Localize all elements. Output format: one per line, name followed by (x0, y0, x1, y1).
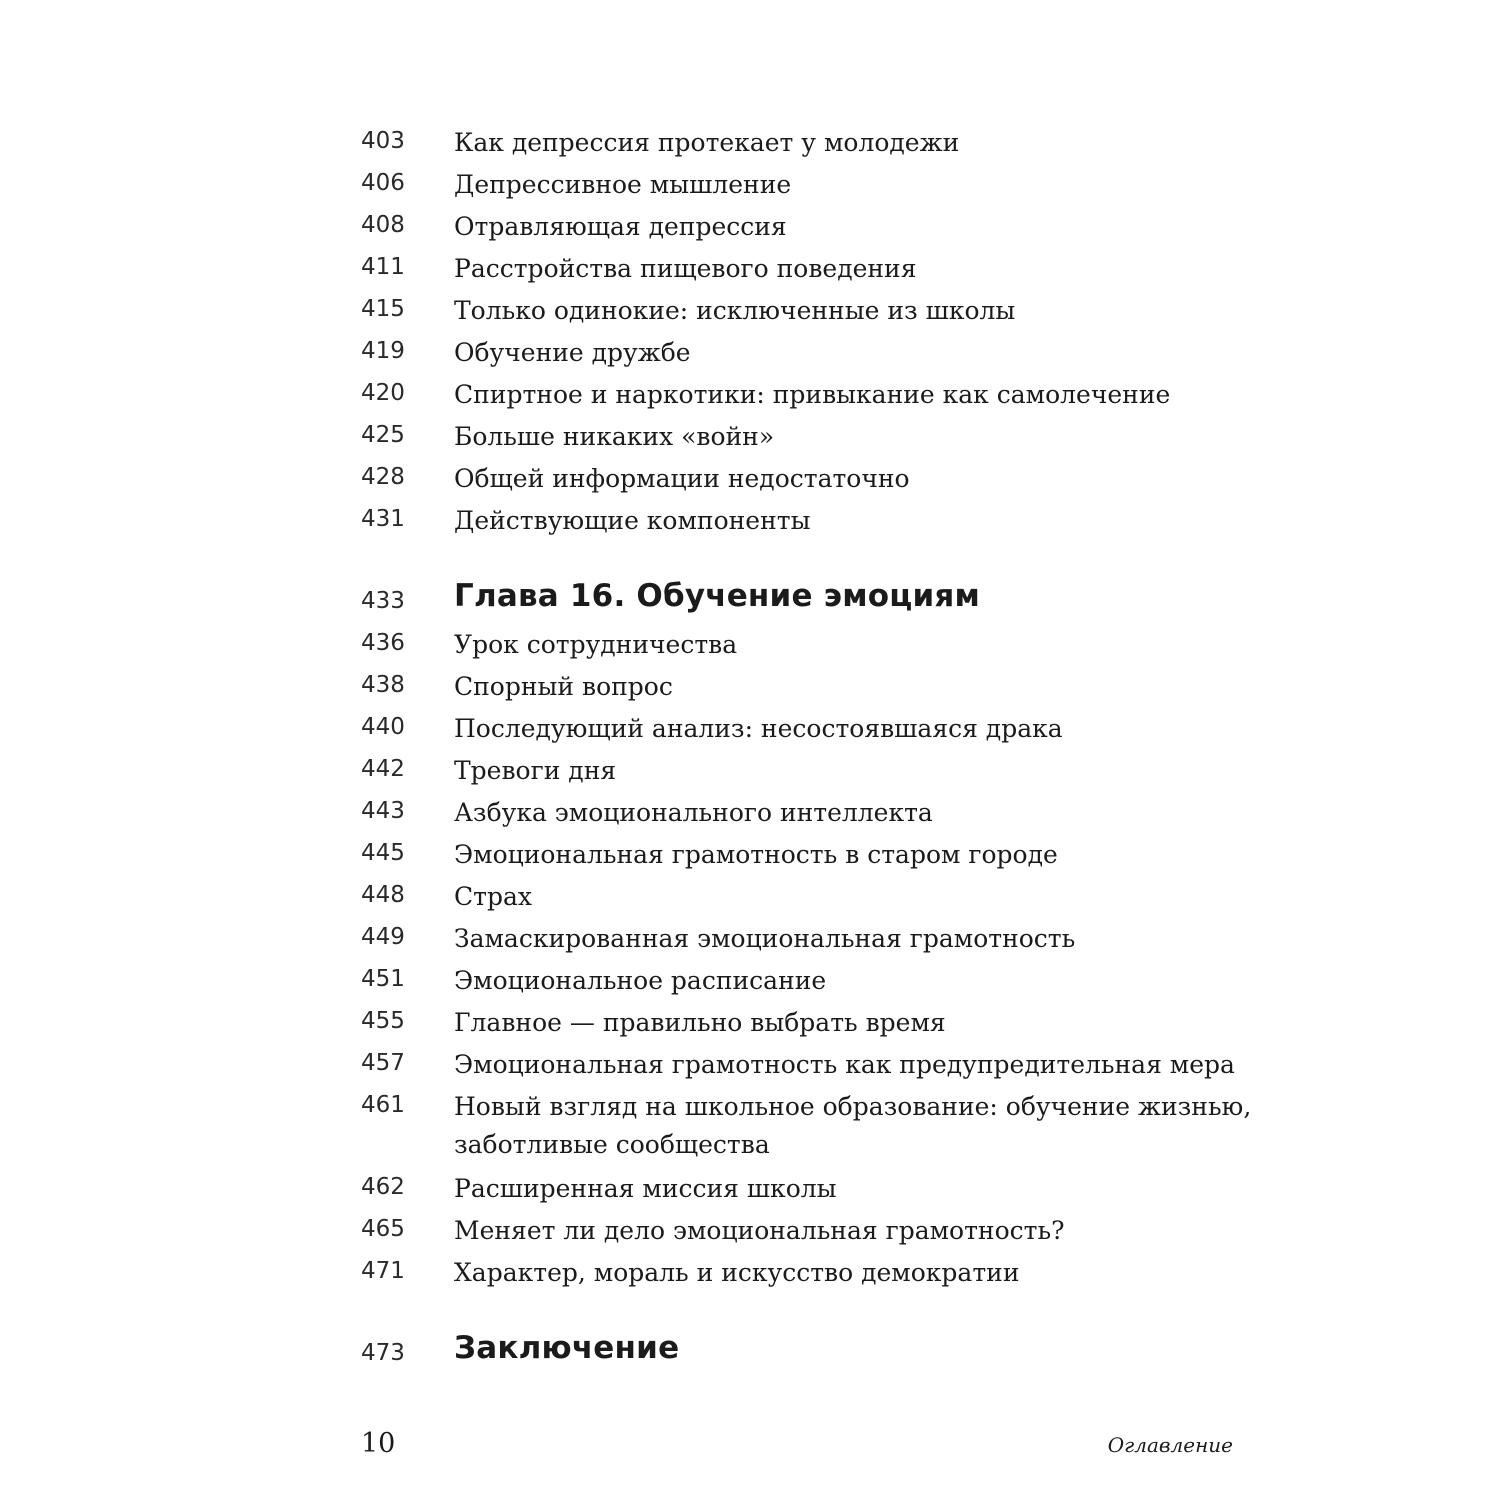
page-folio: 10 (361, 1428, 396, 1459)
toc-section-title: Расстройства пищевого поведения (454, 254, 917, 283)
toc-page-number: 443 (361, 798, 405, 824)
toc-page-number: 411 (361, 254, 405, 280)
toc-page-number: 448 (361, 882, 405, 908)
toc-page-number: 431 (361, 506, 405, 532)
toc-section-title: Отравляющая депрессия (454, 212, 787, 241)
toc-page-number: 461 (361, 1092, 405, 1118)
toc-section-title: Главное — правильно выбрать время (454, 1008, 946, 1037)
toc-page-number: 445 (361, 840, 405, 866)
toc-section-title: Меняет ли дело эмоциональная грамотность? (454, 1216, 1065, 1245)
toc-section-title: Страх (454, 882, 532, 911)
toc-section-title: Как депрессия протекает у молодежи (454, 128, 960, 157)
toc-page-number: 440 (361, 714, 405, 740)
toc-section-title: Больше никаких «войн» (454, 422, 775, 451)
toc-section-title: Эмоциональная грамотность в старом городе (454, 840, 1058, 869)
toc-section-title: Расширенная миссия школы (454, 1174, 837, 1203)
toc-section-title: Спорный вопрос (454, 672, 673, 701)
toc-section-title-line: Новый взгляд на школьное образование: обучение жизнью, (454, 1092, 1252, 1121)
toc-page-number: 455 (361, 1008, 405, 1034)
toc-page-number: 408 (361, 212, 405, 238)
toc-page-number: 420 (361, 380, 405, 406)
toc-section-title: Эмоциональная грамотность как предупредительная мера (454, 1050, 1235, 1079)
toc-page-number: 403 (361, 128, 405, 154)
toc-section-title: Только одинокие: исключенные из школы (454, 296, 1016, 325)
toc-page-number: 438 (361, 672, 405, 698)
toc-page-number: 465 (361, 1216, 405, 1242)
toc-page-number: 457 (361, 1050, 405, 1076)
toc-page-number: 415 (361, 296, 405, 322)
toc-section-title: Депрессивное мышление (454, 170, 792, 199)
toc-section-title: Последующий анализ: несостоявшаяся драка (454, 714, 1063, 743)
toc-page-number: 428 (361, 464, 405, 490)
toc-page-number: 471 (361, 1258, 405, 1284)
toc-chapter-title: Глава 16. Обучение эмоциям (454, 578, 981, 614)
toc-page-number: 462 (361, 1174, 405, 1200)
toc-section-title: Действующие компоненты (454, 506, 811, 535)
toc-section-title: Тревоги дня (454, 756, 617, 785)
toc-chapter-title: Заключение (454, 1330, 680, 1366)
toc-section-title-continuation: заботливые сообщества (454, 1130, 770, 1159)
toc-section-title: Характер, мораль и искусство демократии (454, 1258, 1020, 1287)
toc-page-number: 433 (361, 588, 405, 614)
toc-page-number: 419 (361, 338, 405, 364)
toc-section-title: Общей информации недостаточно (454, 464, 910, 493)
toc-page-number: 449 (361, 924, 405, 950)
toc-page-number: 473 (361, 1340, 405, 1366)
toc-page-number: 442 (361, 756, 405, 782)
toc-section-title: Спиртное и наркотики: привыкание как самолечение (454, 380, 1171, 409)
toc-section-title: Эмоциональное расписание (454, 966, 827, 995)
toc-section-title: Обучение дружбе (454, 338, 691, 367)
toc-section-title: Азбука эмоционального интеллекта (454, 798, 933, 827)
running-head: Оглавление (1107, 1433, 1233, 1457)
toc-page-number: 436 (361, 630, 405, 656)
toc-page-number: 425 (361, 422, 405, 448)
toc-section-title: Замаскированная эмоциональная грамотность (454, 924, 1076, 953)
toc-page-number: 451 (361, 966, 405, 992)
toc-page-number: 406 (361, 170, 405, 196)
toc-section-title (454, 1092, 1254, 1159)
toc-section-title: Урок сотрудничества (454, 630, 738, 659)
